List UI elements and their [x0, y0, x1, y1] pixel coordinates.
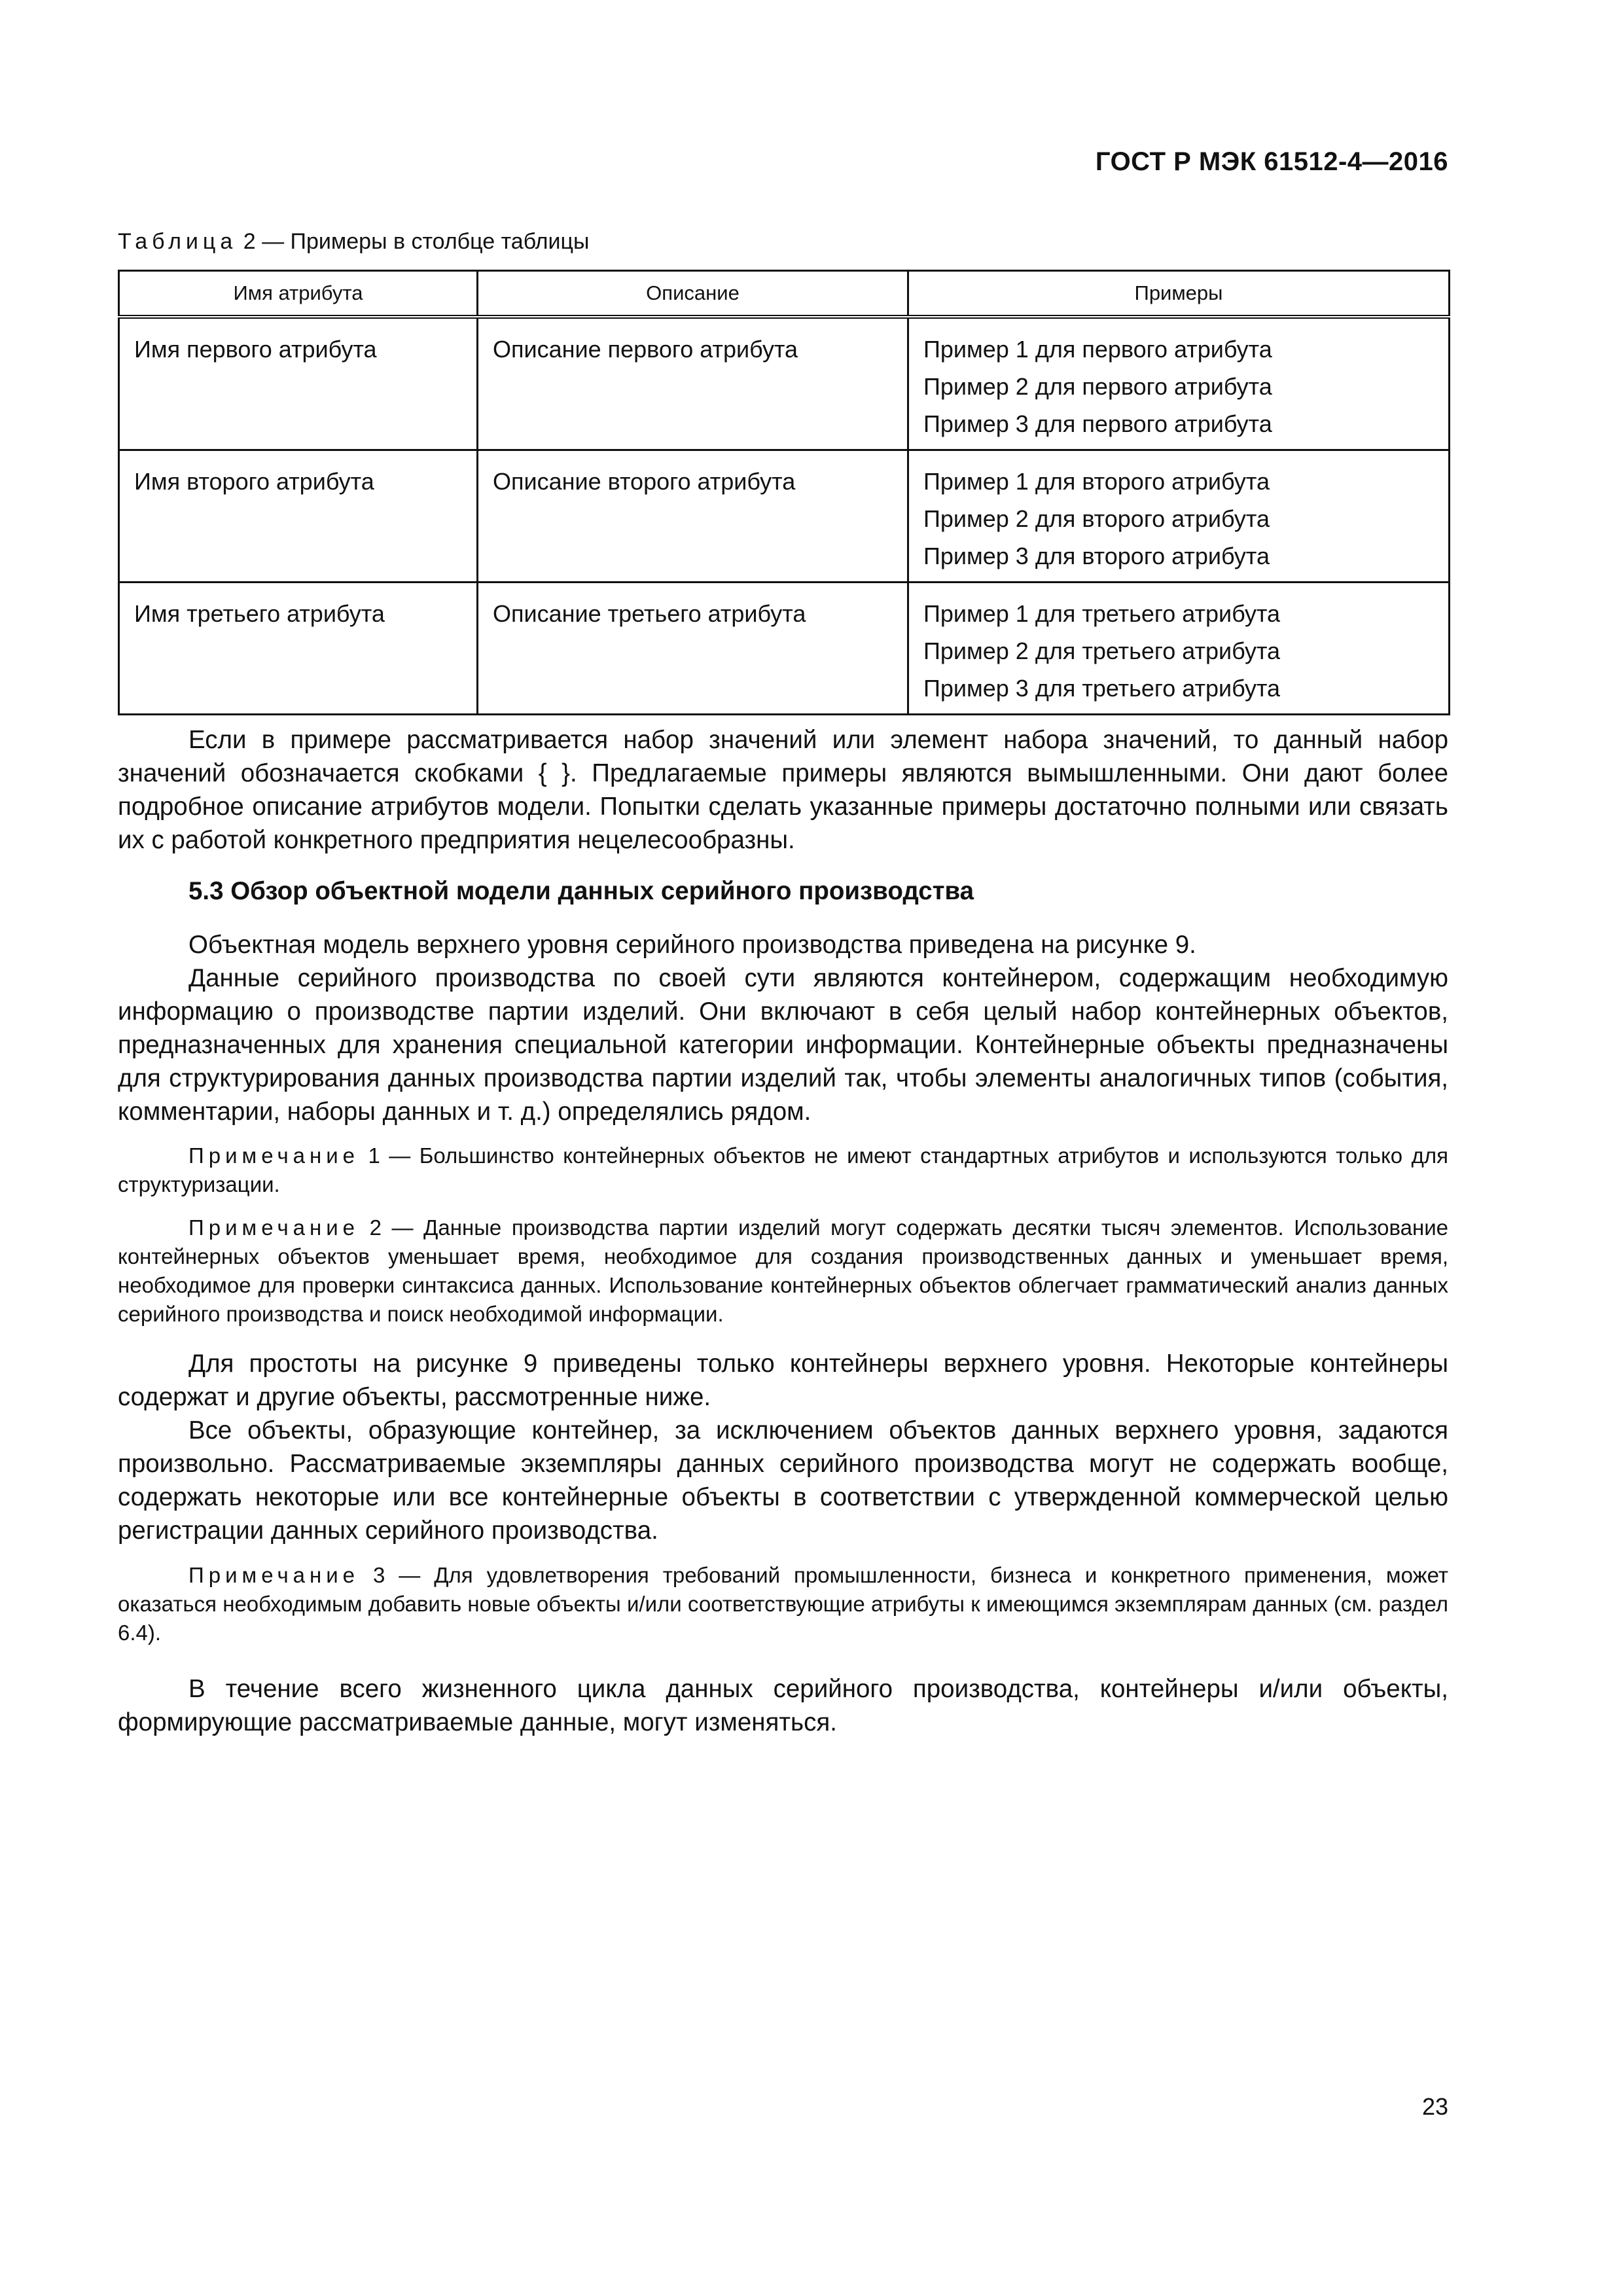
example-line: Пример 3 для третьего атрибута	[923, 675, 1281, 702]
note-2-text: Примечание 2 — Данные производства партии изделий могут содержать десятки тысяч элементов. Использование контейнерных объектов уменьшает время, необходимое для создания производственных данных и уменьшает время, необходимое для проверки синтаксиса данных. Использование контейнерных объектов облегчает грамматический анализ данных серийного производства и поиск необходимой информации.	[118, 1215, 1448, 1326]
cell-attribute-description: Описание второго атрибута	[478, 450, 908, 583]
paragraph-objects-arbitrary: Все объекты, образующие контейнер, за исключением объектов данных верхнего уровня, задаются произвольно. Рассматриваемые экземпляры данных серийного производства могут не содержать вообще, содержать некоторые или все контейнерные объекты в соответствии с утвержденной коммерческой целью регистрации данных серийного производства.	[118, 1416, 1448, 1545]
note-2	[118, 1213, 1448, 1329]
example-line: Пример 2 для третьего атрибута	[923, 637, 1281, 664]
note-3	[118, 1561, 1448, 1647]
cell-attribute-description: Описание третьего атрибута	[478, 583, 908, 715]
paragraph-examples-braces: Если в примере рассматривается набор значений или элемент набора значений, то данный набор значений обозначается скобками { }. Предлагаемые примеры являются вымышленными. Они дают более подробное описание атрибутов модели. Попытки сделать указанные примеры достаточно полными или связать их с работой конкретного предприятия нецелесообразны.	[118, 726, 1448, 854]
column-header-examples: Примеры	[908, 271, 1450, 317]
example-line: Пример 3 для второго атрибута	[923, 543, 1270, 569]
table-caption	[118, 229, 589, 255]
paragraph-lifecycle: В течение всего жизненного цикла данных серийного производства, контейнеры и/или объекты, формирующие рассматриваемые данные, могут изменяться.	[118, 1675, 1448, 1736]
paragraph-block-2	[118, 928, 1448, 1128]
example-line: Пример 2 для второго атрибута	[923, 505, 1270, 532]
example-line: Пример 1 для второго атрибута	[923, 468, 1270, 495]
table-caption-text: 2 — Примеры в столбце таблицы	[237, 229, 590, 254]
standard-code-header: ГОСТ Р МЭК 61512-4—2016	[1095, 147, 1448, 176]
note-1-text: Примечание 1 — Большинство контейнерных объектов не имеют стандартных атрибутов и используются только для структуризации.	[118, 1143, 1448, 1196]
paragraph-block-3	[118, 1347, 1448, 1547]
cell-attribute-examples	[908, 317, 1450, 450]
table-row	[119, 583, 1450, 715]
cell-attribute-name: Имя второго атрибута	[119, 450, 478, 583]
cell-attribute-name: Имя третьего атрибута	[119, 583, 478, 715]
example-line: Пример 1 для первого атрибута	[923, 336, 1272, 363]
page-number: 23	[1421, 2093, 1448, 2120]
cell-attribute-examples	[908, 583, 1450, 715]
table-caption-label: Таблица	[118, 229, 238, 254]
cell-attribute-examples	[908, 450, 1450, 583]
attributes-table	[118, 270, 1450, 715]
paragraph-block-4	[118, 1672, 1448, 1739]
cell-attribute-description: Описание первого атрибута	[478, 317, 908, 450]
cell-attribute-name: Имя первого атрибута	[119, 317, 478, 450]
table-row	[119, 450, 1450, 583]
example-line: Пример 2 для первого атрибута	[923, 373, 1272, 400]
note-1-label: Примечание	[188, 1143, 360, 1168]
note-3-label: Примечание	[188, 1563, 360, 1587]
note-3-text: Примечание 3 — Для удовлетворения требований промышленности, бизнеса и конкретного применения, может оказаться необходимым добавить новые объекты и/или соответствующие атрибуты к имеющимся экземплярам данных (см. раздел 6.4).	[118, 1563, 1448, 1645]
column-header-description: Описание	[478, 271, 908, 317]
table-row	[119, 317, 1450, 450]
section-heading: 5.3 Обзор объектной модели данных серийного производства	[188, 877, 974, 905]
column-header-name: Имя атрибута	[119, 271, 478, 317]
paragraph-model-reference: Объектная модель верхнего уровня серийного производства приведена на рисунке 9.	[188, 931, 1196, 959]
paragraph-block-1	[118, 723, 1448, 857]
note-2-label: Примечание	[188, 1215, 360, 1240]
example-line: Пример 1 для третьего атрибута	[923, 600, 1281, 627]
note-1	[118, 1141, 1448, 1199]
paragraph-container-description: Данные серийного производства по своей сути являются контейнером, содержащим необходимую информацию о производстве партии изделий. Они включают в себя целый набор контейнерных объектов, предназначенных для хранения специальной категории информации. Контейнерные объекты предназначены для структурирования данных производства партии изделий так, чтобы элементы аналогичных типов (события, комментарии, наборы данных и т. д.) определялись рядом.	[118, 964, 1448, 1126]
table-header-row	[119, 271, 1450, 317]
example-line: Пример 3 для первого атрибута	[923, 410, 1272, 437]
paragraph-top-level-containers: Для простоты на рисунке 9 приведены только контейнеры верхнего уровня. Некоторые контейнеры содержат и другие объекты, рассмотренные ниже.	[118, 1350, 1448, 1411]
